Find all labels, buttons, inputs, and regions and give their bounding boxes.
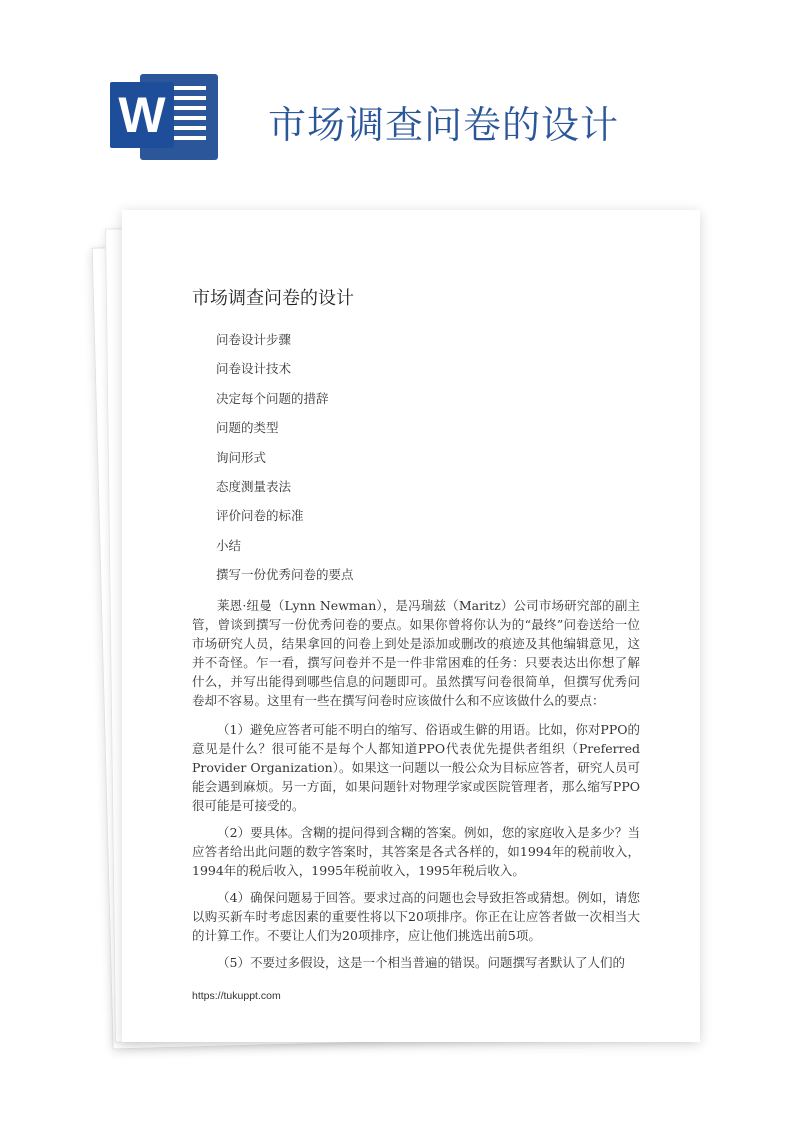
toc-item: 决定每个问题的措辞 [216,390,329,406]
toc-item: 评价问卷的标准 [216,508,304,524]
toc-item: 态度测量表法 [216,478,292,494]
logo-letter: W [110,82,174,148]
document-body [192,596,640,980]
banner-title: 市场调查问卷的设计 [268,103,620,147]
toc-item: 问题的类型 [216,420,279,436]
toc-item: 撰写一份优秀问卷的要点 [216,567,354,583]
banner [0,0,800,200]
footer-url: https://tukuppt.com [192,990,281,1002]
body-paragraph-intro: 莱恩·纽曼（Lynn Newman），是冯瑞兹（Maritz）公司市场研究部的副主管，曾谈到撰写一份优秀问卷的要点。如果你曾将你认为的“最终”问卷送给一位市场研究人员，结果拿回的问卷上到处是添加或删改的痕迹及其他编辑意见，这并不奇怪。乍一看，撰写问卷并不是一件非常困难的任务：只要表达出你想了解什么，并写出能得到哪些信息的问题即可。虽然撰写问卷很简单，但撰写优秀问卷却不容易。这里有一些在撰写问卷时应该做什么和不应该做什么的要点： [192,598,640,708]
document-title: 市场调查问卷的设计 [192,288,354,309]
toc-item: 询问形式 [216,449,267,465]
document-page [122,210,700,1042]
word-doc-icon [110,72,220,162]
toc-item: 小结 [216,537,242,553]
body-paragraph-point-5: （5）不要过多假设，这是一个相当普遍的错误。问题撰写者默认了人们的 [217,955,625,970]
body-paragraph-point-4: （4）确保问题易于回答。要求过高的问题也会导致拒答或猜想。例如，请您以购买新车时考虑因素的重要性将以下20项排序。你正在让应答者做一次相当大的计算工作。不要让人们为20项排序，应让他们挑选出前5项。 [192,890,640,943]
table-of-contents [216,332,354,597]
body-paragraph-point-1: （1）避免应答者可能不明白的缩写、俗语或生僻的用语。比如，你对PPO的意见是什么？很可能不是每个人都知道PPO代表优先提供者组织（Preferred Provider Organization）。如果这一问题以一般公众为目标应答者，研究人员可能会遇到麻烦。另一方面，如果问题针对物理学家或医院管理者，那么缩写PPO很可能是可接受的。 [192,722,640,813]
toc-item: 问卷设计技术 [216,361,292,377]
body-paragraph-point-2: （2）要具体。含糊的提问得到含糊的答案。例如，您的家庭收入是多少？当应答者给出此问题的数字答案时，其答案是各式各样的，如1994年的税前收入，1994年的税后收入，1995年税前收入，1995年税后收入。 [192,825,640,878]
toc-item: 问卷设计步骤 [216,332,292,347]
